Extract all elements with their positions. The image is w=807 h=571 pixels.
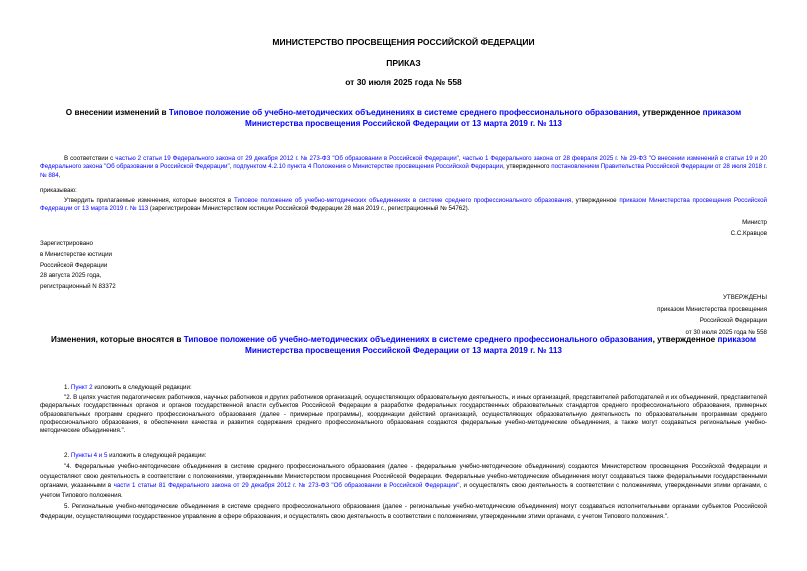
preamble-text: , xyxy=(458,155,463,162)
preamble-text: , xyxy=(229,163,234,171)
approve-text: , утвержденное xyxy=(571,197,620,204)
approve-text: Утвердить прилагаемые изменения, которые вносятся в xyxy=(64,197,234,204)
link-article-81[interactable]: части 1 статьи 81 Федерального закона от 29 декабря 2012 г. № 273-ФЗ "Об образовании в Российской Федерации" xyxy=(113,482,460,490)
preamble-text: , xyxy=(58,171,61,179)
changes-title-prefix: Изменения, которые вносятся в xyxy=(50,335,184,344)
registration-line: Российской Федерации xyxy=(40,261,108,269)
link-law-29[interactable]: частью 1 Федерального закона от 28 февраля 2025 г. № 29-ФЗ "О внесении изменений в статьи 19 и 20 Федерального закона "Об образовании в Российской Федерации" xyxy=(40,155,767,171)
approved-line: УТВЕРЖДЕНЫ xyxy=(723,294,767,301)
registration-line: Зарегистрировано xyxy=(40,240,93,247)
item-text: изложить в следующей редакции: xyxy=(107,452,207,459)
document-title xyxy=(40,107,767,129)
link-order-113[interactable]: приказом Министерства просвещения Российской Федерации от 13 марта 2019 г. № 113 xyxy=(40,197,767,213)
changes-title-mid: , утвержденное xyxy=(652,335,718,344)
preamble-text: , утвержденного xyxy=(502,163,552,171)
changes-title-link-regulation[interactable]: Типовое положение об учебно-методических объединениях в системе среднего профессионального образования xyxy=(183,335,653,344)
changes-title-link-order[interactable]: приказом Министерства просвещения Российской Федерации от 13 марта 2019 г. № 113 xyxy=(245,335,756,355)
registration-line: в Министерстве юстиции xyxy=(40,250,113,258)
link-typical-regulation[interactable]: Типовое положение об учебно-методических объединениях в системе среднего профессионального образования xyxy=(233,197,572,204)
changes-title xyxy=(40,334,767,356)
point-4-text: , и осуществлять свою деятельность в соответствии с положениями, утвержденными этими органами, с учетом Типового положения. xyxy=(40,482,767,499)
approved-block xyxy=(500,292,767,339)
registration-line: 28 августа 2025 года, xyxy=(40,272,102,280)
signature-block xyxy=(560,218,767,239)
doc-date-number: от 30 июля 2025 года № 558 xyxy=(345,77,462,87)
item-number: 2. xyxy=(64,452,71,459)
item-number: 1. xyxy=(64,384,71,391)
title-prefix: О внесении изменений в xyxy=(65,108,169,117)
preamble-text: В соответствии с xyxy=(64,155,116,162)
approve-paragraph xyxy=(40,197,767,214)
title-link-order[interactable]: приказом Министерства просвещения Российской Федерации от 13 марта 2019 г. № 113 xyxy=(245,108,742,128)
item-1-quote: "2. В целях участия педагогических работников, научных работников и других работников организаций, осуществляющих образовательную деятельность, и иных организаций, представителей работодателей и их объединений, представителей федеральных государственных органов и органов государственной власти субъектов Российской Федерации в разработке федеральных государственных образовательных стандартов среднего профессионального образования, примерных образовательных программ среднего профессионального образования (далее - примерные программы), координации действий организаций, осуществляющих образовательную деятельность по образовательным программам среднего профессионального образования, в обеспечении качества и развития содержания среднего профессионального образования создаются федеральные учебно-методические объединения, а также могут создаваться региональные учебно-методические объединения.". xyxy=(40,394,767,435)
order-word: приказываю: xyxy=(40,187,77,194)
point-4-text: "4. Федеральные учебно-методические объединения в системе среднего профессионального образования (далее - федеральные учебно-методические объединения) создаются Министерством просвещения Российской Федерации и осуществляют свою деятельность в соответствии с положениями, утвержденными Министерством просвещения Российской Федерации. Федеральные учебно-методические объединения могут создаваться также федеральными государственными органами, указанными в xyxy=(40,463,767,490)
doc-type-heading: ПРИКАЗ xyxy=(386,58,421,68)
item-2-quote-point-5: 5. Региональные учебно-методические объединения в системе среднего профессионального образования (далее - региональные учебно-методические объединения) могут создаваться исполнительными органами субъектов Российской Федерации, осуществляющими государственное управление в сфере образования, и осуществлять свою деятельность в соответствии с положениями, утвержденными этими органами, с учетом Типового положения.". xyxy=(40,503,767,520)
link-ministry-regulation[interactable]: подпунктом 4.2.10 пункта 4 Положения о Министерстве просвещения Российской Федерации xyxy=(233,163,503,171)
title-link-regulation[interactable]: Типовое положение об учебно-методических объединениях в системе среднего профессионального образования xyxy=(168,108,638,117)
item-1-intro xyxy=(64,384,192,392)
ministry-heading: МИНИСТЕРСТВО ПРОСВЕЩЕНИЯ РОССИЙСКОЙ ФЕДЕРАЦИИ xyxy=(272,37,535,47)
approved-line: Российской Федерации xyxy=(699,317,767,325)
approve-text: (зарегистрирован Министерством юстиции Российской Федерации 28 мая 2019 г., регистрационный № 54762). xyxy=(148,205,470,213)
link-points-4-5[interactable]: Пункты 4 и 5 xyxy=(70,452,108,459)
registration-line: регистрационный N 83372 xyxy=(40,283,116,291)
approved-line: приказом Министерства просвещения xyxy=(657,305,767,313)
item-text: изложить в следующей редакции: xyxy=(92,384,192,391)
title-mid: , утвержденное xyxy=(637,108,703,117)
link-point-2[interactable]: Пункт 2 xyxy=(70,384,93,391)
item-2-quote-point-4 xyxy=(40,462,767,500)
registration-block xyxy=(40,239,116,293)
link-law-273[interactable]: частью 2 статьи 19 Федерального закона от 29 декабря 2012 г. № 273-ФЗ "Об образовании в Российской Федерации" xyxy=(115,155,459,162)
item-2-intro xyxy=(64,452,206,460)
signature-name: С.С.Кравцов xyxy=(730,229,767,237)
preamble-paragraph xyxy=(40,155,767,180)
link-government-resolution[interactable]: постановлением Правительства Российской Федерации от 28 июля 2018 г. № 884 xyxy=(40,163,768,179)
approved-line: от 30 июля 2025 года № 558 xyxy=(685,329,767,337)
signature-position: Министр xyxy=(742,219,767,226)
